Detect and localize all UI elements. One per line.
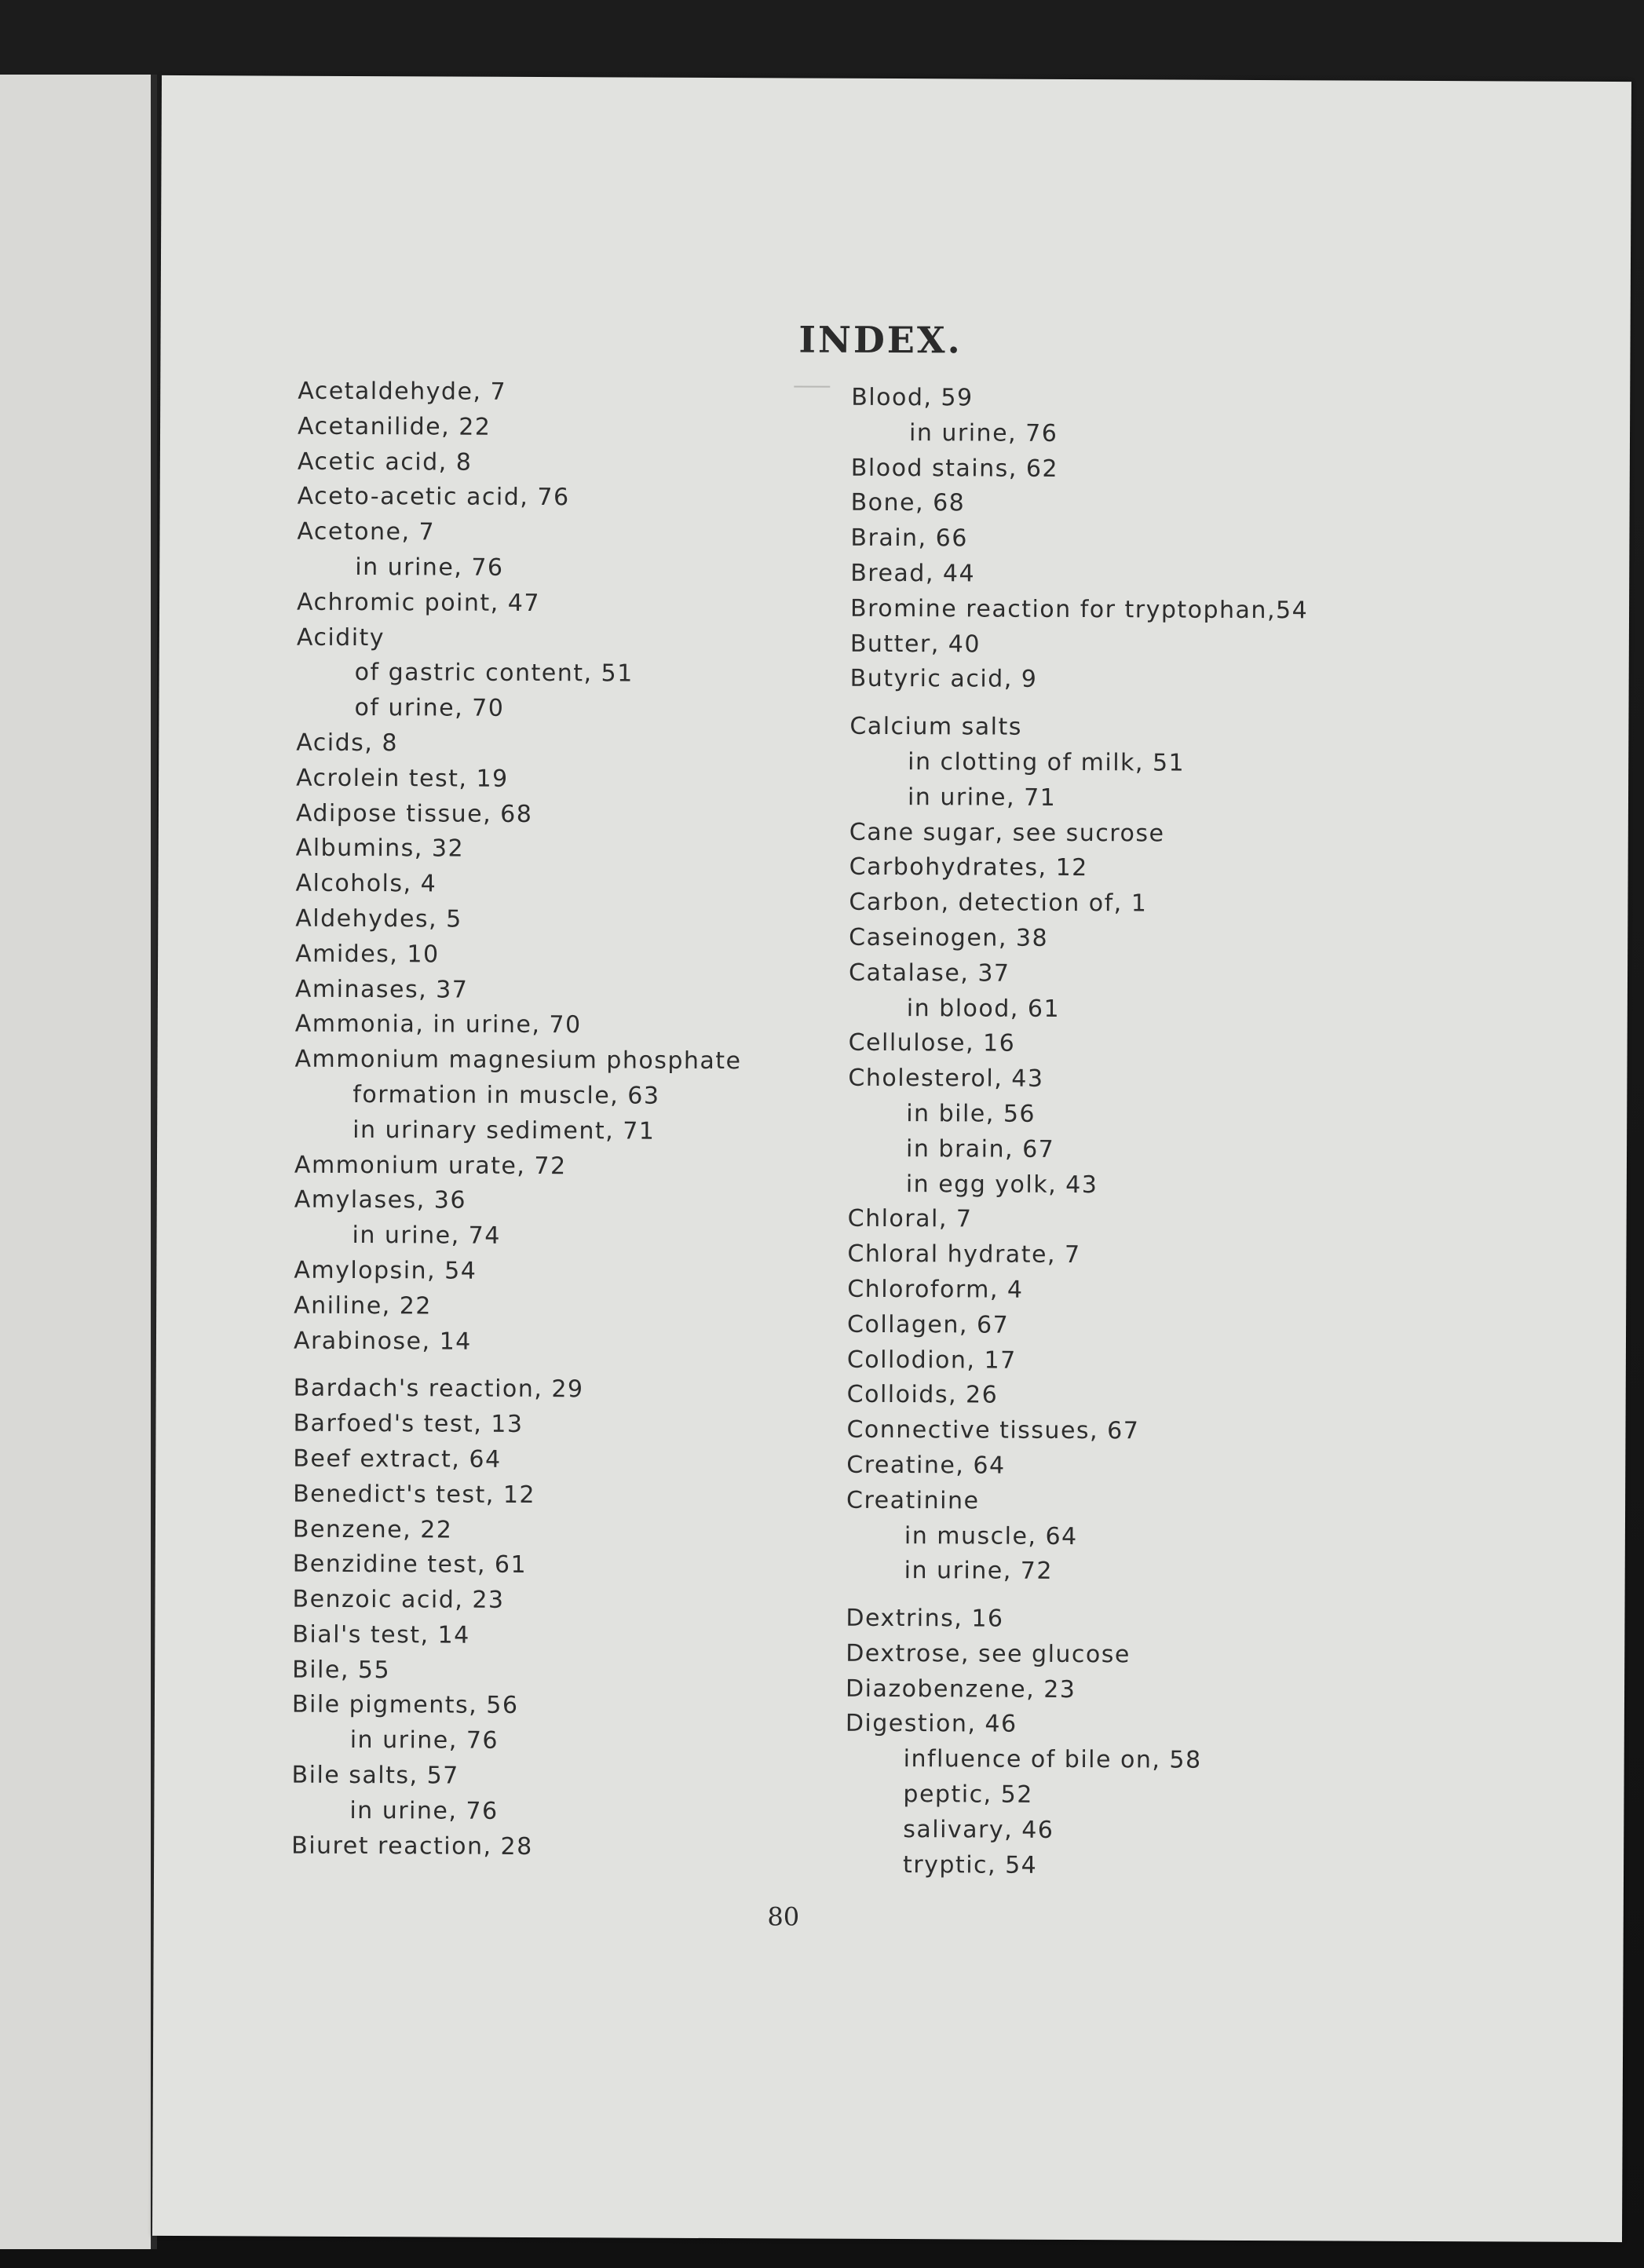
index-subentry: of urine, 70 (354, 694, 505, 723)
index-entry: Adipose tissue, 68 (295, 799, 533, 828)
index-entry: Ammonium magnesium phosphate (294, 1045, 742, 1076)
index-entry: Benzoic acid, 23 (292, 1585, 505, 1614)
index-subentry: in clotting of milk, 51 (908, 748, 1186, 777)
index-entry: Chloral hydrate, 7 (847, 1240, 1081, 1269)
adjacent-page-edge (0, 75, 151, 2249)
index-subentry: salivary, 46 (903, 1815, 1054, 1844)
index-entry: Brain, 66 (850, 524, 968, 553)
index-entry: Bial's test, 14 (292, 1620, 470, 1649)
index-entry: Digestion, 46 (845, 1710, 1017, 1739)
index-subentry: in egg yolk, 43 (905, 1170, 1098, 1199)
index-subentry: in urinary sediment, 71 (353, 1116, 656, 1145)
title-rule (794, 385, 830, 387)
index-entry: Caseinogen, 38 (849, 923, 1049, 952)
index-subentry: in urine, 72 (904, 1557, 1054, 1586)
index-subentry: in brain, 67 (905, 1134, 1055, 1163)
index-entry: Barfoed's test, 13 (293, 1409, 524, 1439)
index-entry: Chloroform, 4 (847, 1275, 1024, 1304)
index-subentry: in urine, 74 (352, 1222, 501, 1250)
index-entry: Bromine reaction for tryptophan,54 (849, 594, 1309, 625)
index-entry: Acids, 8 (296, 729, 399, 758)
index-entry: Acetone, 7 (297, 517, 436, 546)
index-entry: Aceto-acetic acid, 76 (297, 483, 570, 512)
index-entry: Collodion, 17 (846, 1346, 1017, 1375)
index-entry: Amides, 10 (295, 940, 440, 969)
index-entry: Achromic point, 47 (297, 588, 541, 617)
index-entry: Calcium salts (849, 712, 1022, 741)
index-entry: Bone, 68 (850, 489, 966, 517)
index-subentry: in urine, 76 (349, 1796, 499, 1825)
index-entry: Creatine, 64 (846, 1451, 1006, 1480)
index-entry: Bread, 44 (850, 559, 976, 588)
index-entry: Benzidine test, 61 (292, 1550, 528, 1580)
index-entry: Carbon, detection of, 1 (849, 888, 1148, 918)
index-entry: Acetaldehyde, 7 (298, 377, 507, 406)
index-subentry: in blood, 61 (906, 994, 1061, 1023)
index-entry: Biuret reaction, 28 (291, 1832, 533, 1861)
index-subentry: tryptic, 54 (903, 1850, 1038, 1879)
index-entry: Creatinine (846, 1486, 980, 1515)
page-number: 80 (767, 1901, 800, 1932)
index-entry: Acetic acid, 8 (297, 447, 473, 477)
page-title: INDEX. (798, 318, 963, 362)
index-entry: Butter, 40 (849, 630, 981, 659)
index-entry: Amylases, 36 (294, 1186, 467, 1214)
index-entry: Cellulose, 16 (848, 1029, 1016, 1058)
index-entry: Acrolein test, 19 (296, 764, 509, 793)
index-entry: Chloral, 7 (847, 1205, 973, 1233)
index-entry: Butyric acid, 9 (849, 665, 1038, 694)
index-subentry: in urine, 76 (355, 553, 504, 582)
index-entry: Dextrins, 16 (846, 1604, 1004, 1633)
index-entry: Alcohols, 4 (295, 869, 437, 898)
index-entry: Bile, 55 (292, 1656, 391, 1684)
index-entry: Catalase, 37 (848, 959, 1010, 988)
index-subentry: of gastric content, 51 (354, 659, 634, 688)
index-entry: Bile pigments, 56 (291, 1691, 519, 1720)
index-subentry: in urine, 71 (907, 783, 1057, 812)
index-subentry: influence of bile on, 58 (903, 1745, 1202, 1775)
index-entry: Benedict's test, 12 (293, 1480, 536, 1509)
index-entry: Benzene, 22 (292, 1515, 453, 1544)
index-subentry: in bile, 56 (906, 1100, 1036, 1128)
index-entry: Blood, 59 (851, 383, 974, 412)
index-column-left (291, 374, 744, 1866)
index-entry: Ammonia, in urine, 70 (294, 1010, 582, 1039)
index-entry: Cane sugar, see sucrose (849, 818, 1165, 848)
index-entry: Dextrose, see glucose (846, 1639, 1131, 1669)
index-entry: Aminases, 37 (294, 975, 469, 1004)
index-entry: Connective tissues, 67 (846, 1415, 1140, 1445)
index-page (152, 75, 1631, 2242)
index-entry: Bardach's reaction, 29 (293, 1374, 584, 1404)
index-entry: Ammonium urate, 72 (294, 1151, 567, 1180)
index-entry: Aniline, 22 (294, 1291, 433, 1320)
index-entry: Beef extract, 64 (293, 1444, 502, 1474)
index-entry: Amylopsin, 54 (294, 1256, 477, 1285)
index-entry: Diazobenzene, 23 (845, 1675, 1076, 1704)
index-subentry: peptic, 52 (903, 1780, 1033, 1809)
index-entry: Blood stains, 62 (850, 454, 1059, 483)
index-subentry: formation in muscle, 63 (353, 1080, 660, 1110)
index-entry: Aldehydes, 5 (295, 904, 462, 933)
index-entry: Bile salts, 57 (291, 1761, 459, 1790)
index-entry: Acetanilide, 22 (297, 412, 491, 441)
index-entry: Albumins, 32 (295, 835, 465, 863)
index-subentry: in urine, 76 (908, 418, 1058, 447)
index-column-right (845, 381, 1309, 1885)
index-entry: Acidity (296, 623, 385, 652)
index-entry: Cholesterol, 43 (848, 1064, 1044, 1093)
index-subentry: in urine, 76 (349, 1726, 499, 1755)
index-entry: Colloids, 26 (846, 1381, 999, 1409)
index-entry: Arabinose, 14 (293, 1327, 472, 1356)
index-entry: Carbohydrates, 12 (849, 853, 1088, 882)
index-entry: Collagen, 67 (847, 1310, 1010, 1339)
index-subentry: in muscle, 64 (904, 1521, 1078, 1550)
